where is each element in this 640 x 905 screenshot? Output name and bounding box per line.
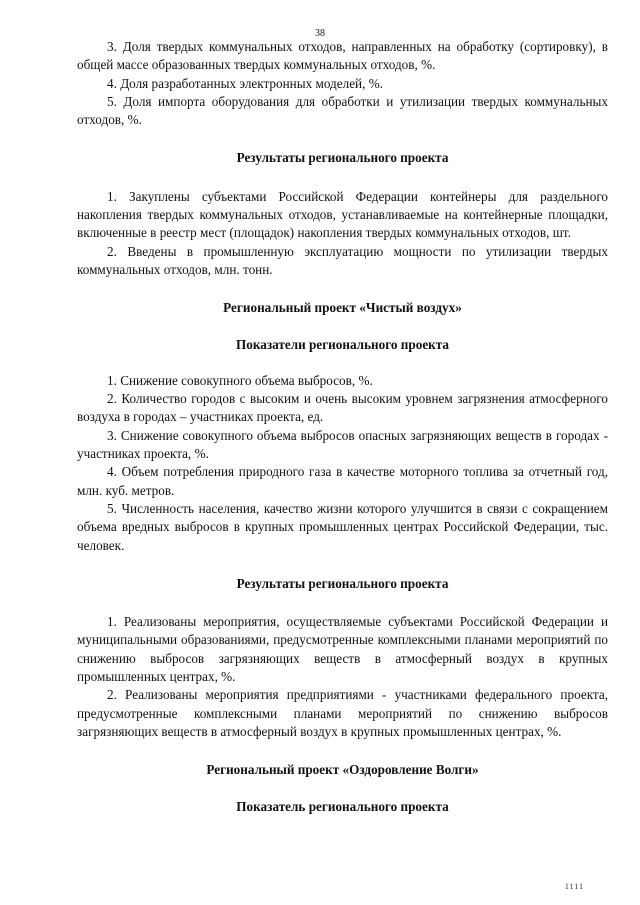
paragraph: 2. Реализованы мероприятия предприятиями - участниками федерального проекта, предусмотренные комплексными планами мероприятий по снижению выбросов загрязняющих веществ в атмосферный воздух в крупных промышленных центрах, %. xyxy=(77,687,608,739)
paragraph: 4. Объем потребления природного газа в качестве моторного топлива за отчетный год, млн. куб. метров. xyxy=(77,464,608,498)
section-heading: Результаты регионального проекта xyxy=(236,575,449,591)
footer-mark: 1111 xyxy=(564,882,584,891)
project-title: Региональный проект «Оздоровление Волги» xyxy=(206,762,479,778)
paragraph: 4. Доля разработанных электронных моделей, %. xyxy=(107,75,383,91)
section-heading: Результаты регионального проекта xyxy=(236,150,449,166)
paragraph: 5. Доля импорта оборудования для обработки и утилизации твердых коммунальных отходов, %. xyxy=(77,93,608,128)
page-number: 38 xyxy=(315,28,325,39)
paragraph: 2. Количество городов с высоким и очень высоким уровнем загрязнения атмосферного воздуха в городах – участниках проекта, ед. xyxy=(77,391,608,425)
paragraph: 3. Снижение совокупного объема выбросов опасных загрязняющих веществ в городах - участниках проекта, %. xyxy=(77,427,608,462)
paragraph: 5. Численность населения, качество жизни которого улучшится в связи с сокращением объема вредных выбросов в крупных промышленных центрах Российской Федерации, тыс. человек. xyxy=(77,500,608,553)
document-body xyxy=(77,38,608,816)
paragraph: 1. Снижение совокупного объема выбросов, %. xyxy=(107,372,373,388)
project-title: Региональный проект «Чистый воздух» xyxy=(223,300,462,316)
section-heading: Показатели регионального проекта xyxy=(235,336,450,352)
section-heading: Показатель регионального проекта xyxy=(236,798,449,814)
paragraph: 1. Реализованы мероприятия, осуществляемые субъектами Российской Федерации и муниципальными образованиями, предусмотренные комплексными планами мероприятий по снижению выбросов загрязняющих веществ в атмосферный воздух в крупных промышленных центрах, %. xyxy=(77,614,608,685)
paragraph: 1. Закуплены субъектами Российской Федерации контейнеры для раздельного накопления твердых коммунальных отходов, устанавливаемые на контейнерные площадки, включенные в реестр мест (площадок) накопления твердых коммунальных отходов, шт. xyxy=(77,188,608,241)
paragraph: 3. Доля твердых коммунальных отходов, направленных на обработку (сортировку), в общей массе образованных твердых коммунальных отходов, %. xyxy=(77,39,608,73)
paragraph: 2. Введены в промышленную эксплуатацию мощности по утилизации твердых коммунальных отходов, млн. тонн. xyxy=(77,243,608,277)
